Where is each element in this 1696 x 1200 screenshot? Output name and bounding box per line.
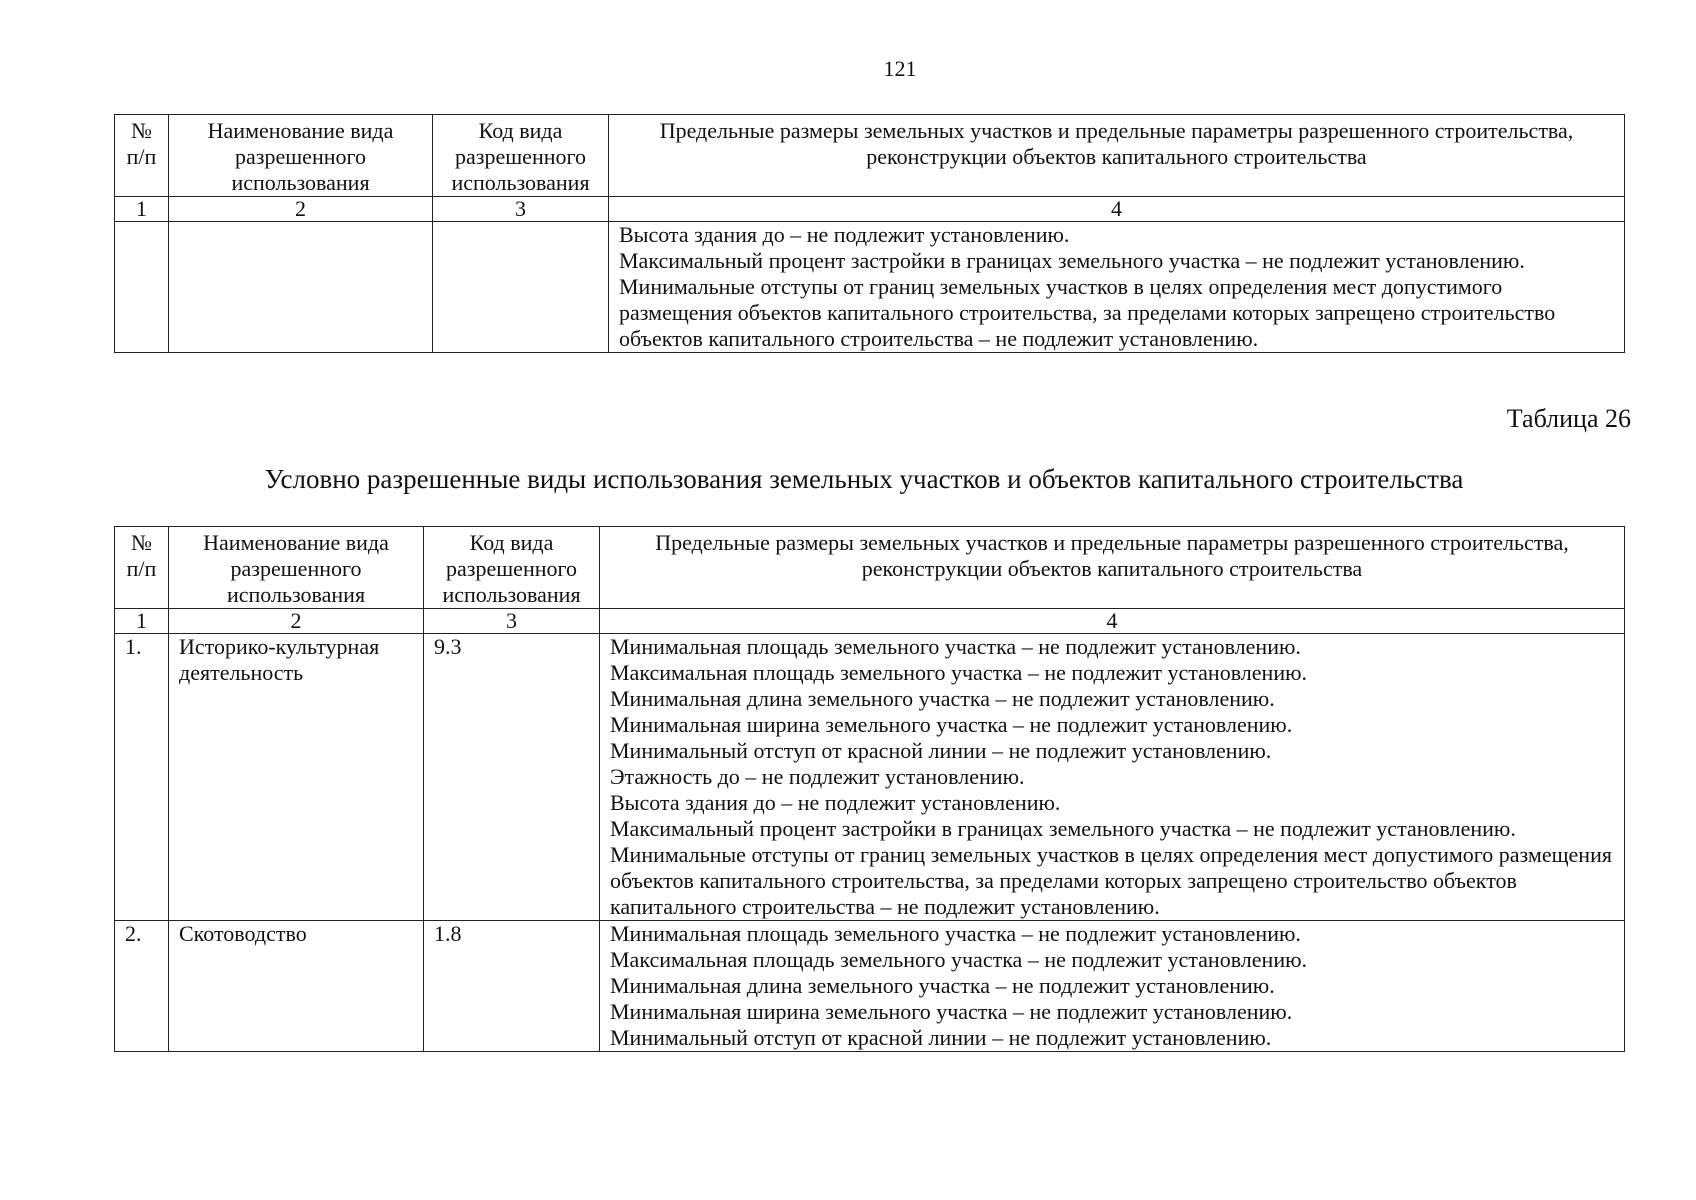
- column-number: 2: [169, 609, 424, 634]
- header-number: № п/п: [115, 115, 169, 197]
- parameter-line: Минимальная ширина земельного участка – не подлежит установлению.: [610, 999, 1293, 1024]
- column-number: 1: [115, 609, 169, 634]
- column-number: 2: [169, 197, 433, 222]
- parameter-line: Высота здания до – не подлежит установлению.: [610, 790, 1061, 815]
- column-number-row: [115, 197, 1625, 222]
- table-25-continuation: [114, 114, 1625, 353]
- header-parameters: Предельные размеры земельных участков и предельные параметры разрешенного строительства, реконструкции объектов капитального строительства: [609, 115, 1625, 197]
- row-number: 1.: [115, 634, 169, 921]
- header-use-name: Наименование вида разрешенного использования: [169, 527, 424, 609]
- parameter-line: Минимальная площадь земельного участка – не подлежит установлению.: [610, 921, 1301, 946]
- row-number: 2.: [115, 921, 169, 1052]
- parameter-line: Этажность до – не подлежит установлению.: [610, 764, 1025, 789]
- column-number: 4: [609, 197, 1625, 222]
- header-use-code: Код вида разрешенного использования: [424, 527, 600, 609]
- row-parameters: [600, 634, 1625, 921]
- column-number-row: [115, 609, 1625, 634]
- page-number: 121: [883, 56, 917, 81]
- parameter-line: Минимальная площадь земельного участка – не подлежит установлению.: [610, 634, 1301, 659]
- header-use-code: Код вида разрешенного использования: [433, 115, 609, 197]
- parameter-line: Минимальная ширина земельного участка – не подлежит установлению.: [610, 712, 1293, 737]
- parameter-line: Минимальный отступ от красной линии – не подлежит установлению.: [610, 1025, 1272, 1050]
- table-header-row: [115, 527, 1625, 609]
- table-row: [115, 921, 1625, 1052]
- parameter-line: Минимальная длина земельного участка – не подлежит установлению.: [610, 686, 1275, 711]
- table-caption: Таблица 26: [1506, 404, 1631, 433]
- row-use-code: 1.8: [424, 921, 600, 1052]
- row-use-name: [169, 222, 433, 353]
- row-use-name: Скотоводство: [169, 921, 424, 1052]
- table-title: Условно разрешенные виды использования земельных участков и объектов капитального строительства: [264, 464, 1464, 494]
- parameter-line: Минимальный отступ от красной линии – не подлежит установлению.: [610, 738, 1272, 763]
- column-number: 3: [424, 609, 600, 634]
- row-parameters: [609, 222, 1625, 353]
- row-use-code: [433, 222, 609, 353]
- table-header-row: [115, 115, 1625, 197]
- parameter-line: Минимальная длина земельного участка – не подлежит установлению.: [610, 973, 1275, 998]
- parameter-line: Высота здания до – не подлежит установлению.: [619, 222, 1070, 247]
- row-use-code: 9.3: [424, 634, 600, 921]
- table-row: [115, 222, 1625, 353]
- header-parameters: Предельные размеры земельных участков и предельные параметры разрешенного строительства, реконструкции объектов капитального строительства: [600, 527, 1625, 609]
- parameter-line: Максимальный процент застройки в границах земельного участка – не подлежит установлению.: [619, 248, 1525, 273]
- parameter-line: Минимальные отступы от границ земельных участков в целях определения мест допустимого размещения объектов капитального строительства, за пределами которых запрещено строительство объектов капитального строительства – не подлежит установлению.: [619, 274, 1556, 351]
- parameter-line: Максимальная площадь земельного участка – не подлежит установлению.: [610, 947, 1308, 972]
- table-row: [115, 634, 1625, 921]
- parameter-line: Минимальные отступы от границ земельных участков в целях определения мест допустимого размещения объектов капитального строительства, за пределами которых запрещено строительство объектов капитального строительства – не подлежит установлению.: [610, 842, 1612, 919]
- column-number: 1: [115, 197, 169, 222]
- table-26: [114, 526, 1625, 1052]
- parameter-line: Максимальный процент застройки в границах земельного участка – не подлежит установлению.: [610, 816, 1516, 841]
- row-parameters: [600, 921, 1625, 1052]
- parameter-line: Максимальная площадь земельного участка – не подлежит установлению.: [610, 660, 1308, 685]
- header-number: № п/п: [115, 527, 169, 609]
- column-number: 4: [600, 609, 1625, 634]
- row-use-name: Историко-культурная деятельность: [169, 634, 424, 921]
- header-use-name: Наименование вида разрешенного использования: [169, 115, 433, 197]
- column-number: 3: [433, 197, 609, 222]
- row-number: [115, 222, 169, 353]
